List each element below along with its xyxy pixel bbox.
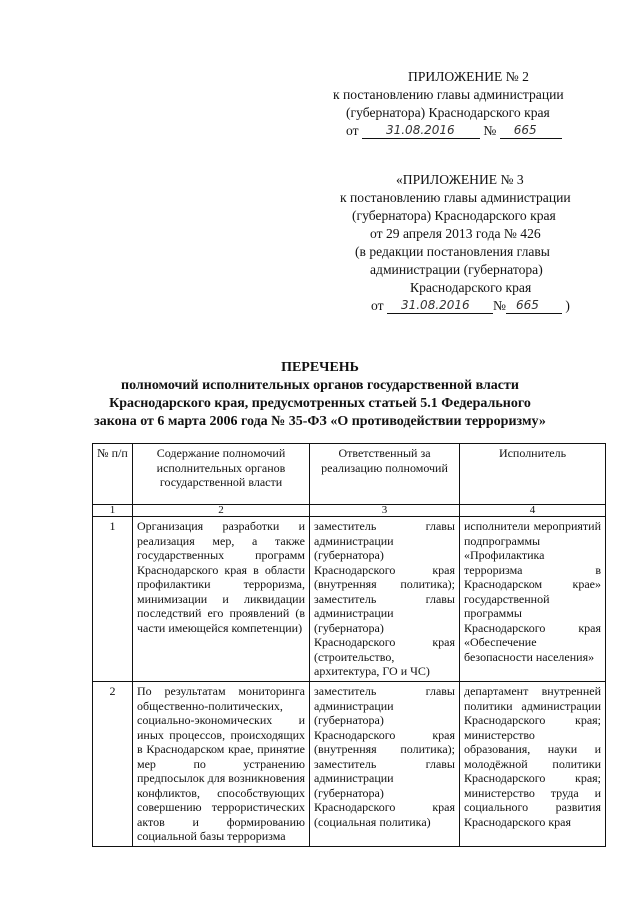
- appendix3-close-paren: ): [565, 298, 570, 313]
- appendix3-title: «ПРИЛОЖЕНИЕ № 3: [396, 172, 524, 187]
- appendix2-date-line: [346, 122, 562, 139]
- appendix2-from-label: от: [346, 123, 359, 138]
- appendix2-date-handwritten: 31.08.2016: [385, 123, 455, 137]
- appendix2-line2: (губернатора) Краснодарского края: [346, 105, 550, 120]
- appendix3-date-handwritten: 31.08.2016: [400, 298, 470, 312]
- header-number: № п/п: [93, 444, 133, 505]
- table-header-row: [93, 444, 606, 505]
- appendix3-from-label: от: [371, 298, 384, 313]
- appendix2-number-field: [500, 123, 562, 139]
- appendix3-line1: к постановлению главы администрации: [340, 190, 571, 205]
- powers-table: [92, 443, 606, 847]
- table-row: [93, 517, 606, 682]
- column-number-4: 4: [460, 505, 606, 517]
- table-column-numbers-row: [93, 505, 606, 517]
- appendix3-line3: от 29 апреля 2013 года № 426: [370, 226, 541, 241]
- column-number-3: 3: [310, 505, 460, 517]
- appendix3-number-field: [506, 298, 562, 314]
- row-number: 2: [93, 682, 133, 847]
- appendix3-date-field: [387, 298, 493, 314]
- document-subtitle-line2: Краснодарского края, предусмотренных статьей 5.1 Федерального: [109, 396, 531, 411]
- row-content: Организация разработки и реализация мер, а также государственных программ Краснодарского края в области профилактики терроризма, минимизации и ликвидации последствий его проявлений (в части имеющейся компетенции): [133, 517, 310, 682]
- appendix3-line4: (в редакции постановления главы: [355, 244, 550, 259]
- appendix2-line1: к постановлению главы администрации: [333, 87, 564, 102]
- document-title: ПЕРЕЧЕНЬ: [281, 360, 359, 375]
- appendix2-date-field: [362, 123, 480, 139]
- document-subtitle-line3: закона от 6 марта 2006 года № 35-ФЗ «О противодействии терроризму»: [94, 414, 546, 429]
- appendix3-line5: администрации (губернатора): [370, 262, 543, 277]
- appendix3-line2: (губернатора) Краснодарского края: [352, 208, 556, 223]
- table-row: [93, 682, 606, 847]
- row-executor: исполнители мероприятий подпрограммы «Профилактика терроризма в Краснодарском крае» государственной программы Краснодарского края «Обеспечение безопасности населения»: [460, 517, 606, 682]
- document-subtitle-line1: полномочий исполнительных органов государственной власти: [121, 378, 519, 393]
- appendix3-number-sign: №: [492, 298, 506, 313]
- appendix3-date-line: [371, 297, 570, 314]
- header-executor: Исполнитель: [460, 444, 606, 505]
- column-number-1: 1: [93, 505, 133, 517]
- appendix2-number-handwritten: 665: [513, 123, 537, 137]
- appendix2-title: ПРИЛОЖЕНИЕ № 2: [408, 69, 529, 84]
- row-responsible: заместитель главы администрации (губернатора) Краснодарского края (внутренняя политика); заместитель главы администрации (губернатора) Краснодарского края (социальная политика): [310, 682, 460, 847]
- column-number-2: 2: [133, 505, 310, 517]
- row-number: 1: [93, 517, 133, 682]
- row-responsible: заместитель главы администрации (губернатора) Краснодарского края (внутренняя политика); заместитель главы администрации (губернатора) Краснодарского края (строительство, архитектура, ГО и ЧС): [310, 517, 460, 682]
- appendix3-number-handwritten: 665: [515, 298, 539, 312]
- appendix2-number-sign: №: [483, 123, 497, 138]
- appendix3-line6: Краснодарского края: [410, 280, 532, 295]
- row-executor: департамент внутренней политики администрации Краснодарского края; министерство образования, науки и молодёжной политики Краснодарского края; министерство труда и социального развития Краснодарского края: [460, 682, 606, 847]
- header-responsible: Ответственный за реализацию полномочий: [310, 444, 460, 505]
- row-content: По результатам мониторинга общественно-политических, социально-экономических и иных процессов, происходящих в Краснодарском крае, принятие мер по устранению предпосылок для возникновения конфликтов, способствующих совершению террористических актов и формированию социальной базы терроризма: [133, 682, 310, 847]
- header-content: Содержание полномочий исполнительных органов государственной власти: [133, 444, 310, 505]
